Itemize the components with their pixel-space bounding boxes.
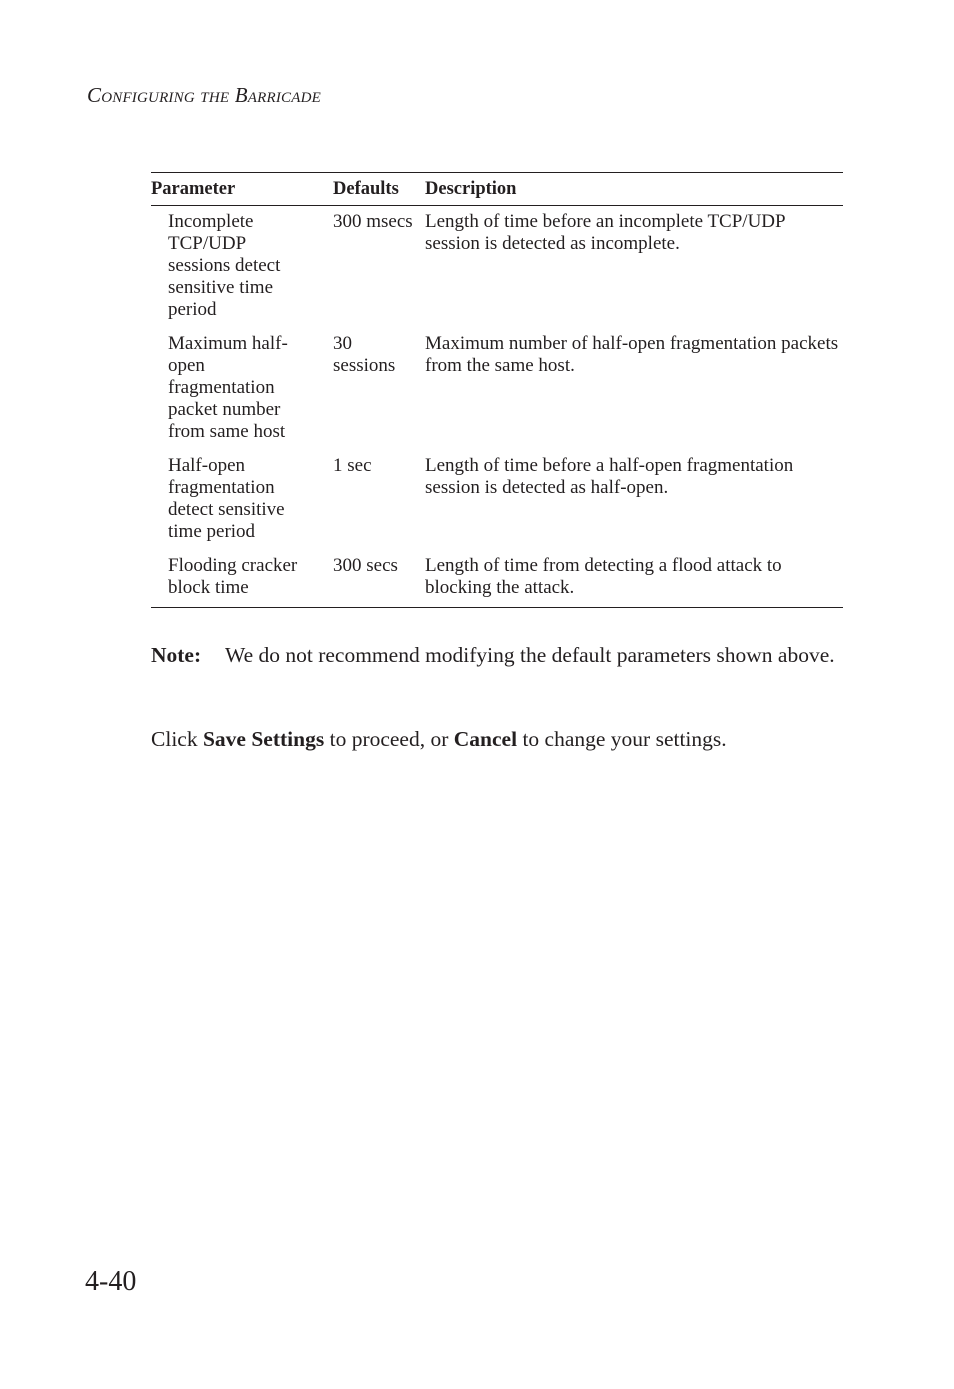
- row-description: Length of time from detecting a flood attack to blocking the attack.: [425, 551, 843, 608]
- table-row: [151, 206, 843, 330]
- instruction-middle: to proceed, or: [324, 727, 454, 751]
- row-description: Length of time before an incomplete TCP/UDP session is detected as incomplete.: [425, 211, 785, 254]
- table-row: [151, 551, 843, 608]
- parameters-table: [151, 172, 843, 608]
- table-row: [151, 451, 843, 551]
- row-description: Length of time before a half-open fragmentation session is detected as half-open.: [425, 455, 794, 498]
- instruction-prefix: Click: [151, 727, 203, 751]
- page-number: 4-40: [85, 1266, 137, 1297]
- save-settings-label: Save Settings: [202, 727, 325, 751]
- row-parameter: Incomplete TCP/UDP sessions detect sensitive time period: [168, 211, 281, 320]
- note-text: We do not recommend modifying the default parameters shown above.: [225, 643, 835, 667]
- row-description: Maximum number of half-open fragmentation packets from the same host.: [425, 333, 839, 376]
- row-default: 300 secs: [333, 551, 425, 608]
- row-parameter: Flooding cracker block time: [151, 551, 333, 608]
- running-head: Configuring the Barricade: [87, 83, 321, 107]
- instruction-suffix: to change your settings.: [517, 727, 727, 751]
- row-parameter: Maximum half-open fragmentation packet number from same host: [168, 333, 288, 442]
- note-label: Note:: [151, 643, 202, 667]
- header-description: Description: [425, 173, 843, 206]
- row-parameter: Half-open fragmentation detect sensitive time period: [168, 455, 285, 542]
- row-default: 1 sec: [333, 455, 372, 476]
- table-header-row: [151, 173, 843, 206]
- cancel-label: Cancel: [453, 727, 518, 751]
- header-parameter: Parameter: [151, 173, 333, 206]
- instruction-paragraph: [151, 724, 851, 755]
- row-default: 300 msecs: [333, 211, 413, 232]
- note: [151, 640, 843, 671]
- header-defaults: Defaults: [333, 173, 425, 206]
- table-row: [151, 329, 843, 451]
- row-default: 30 sessions: [333, 333, 396, 376]
